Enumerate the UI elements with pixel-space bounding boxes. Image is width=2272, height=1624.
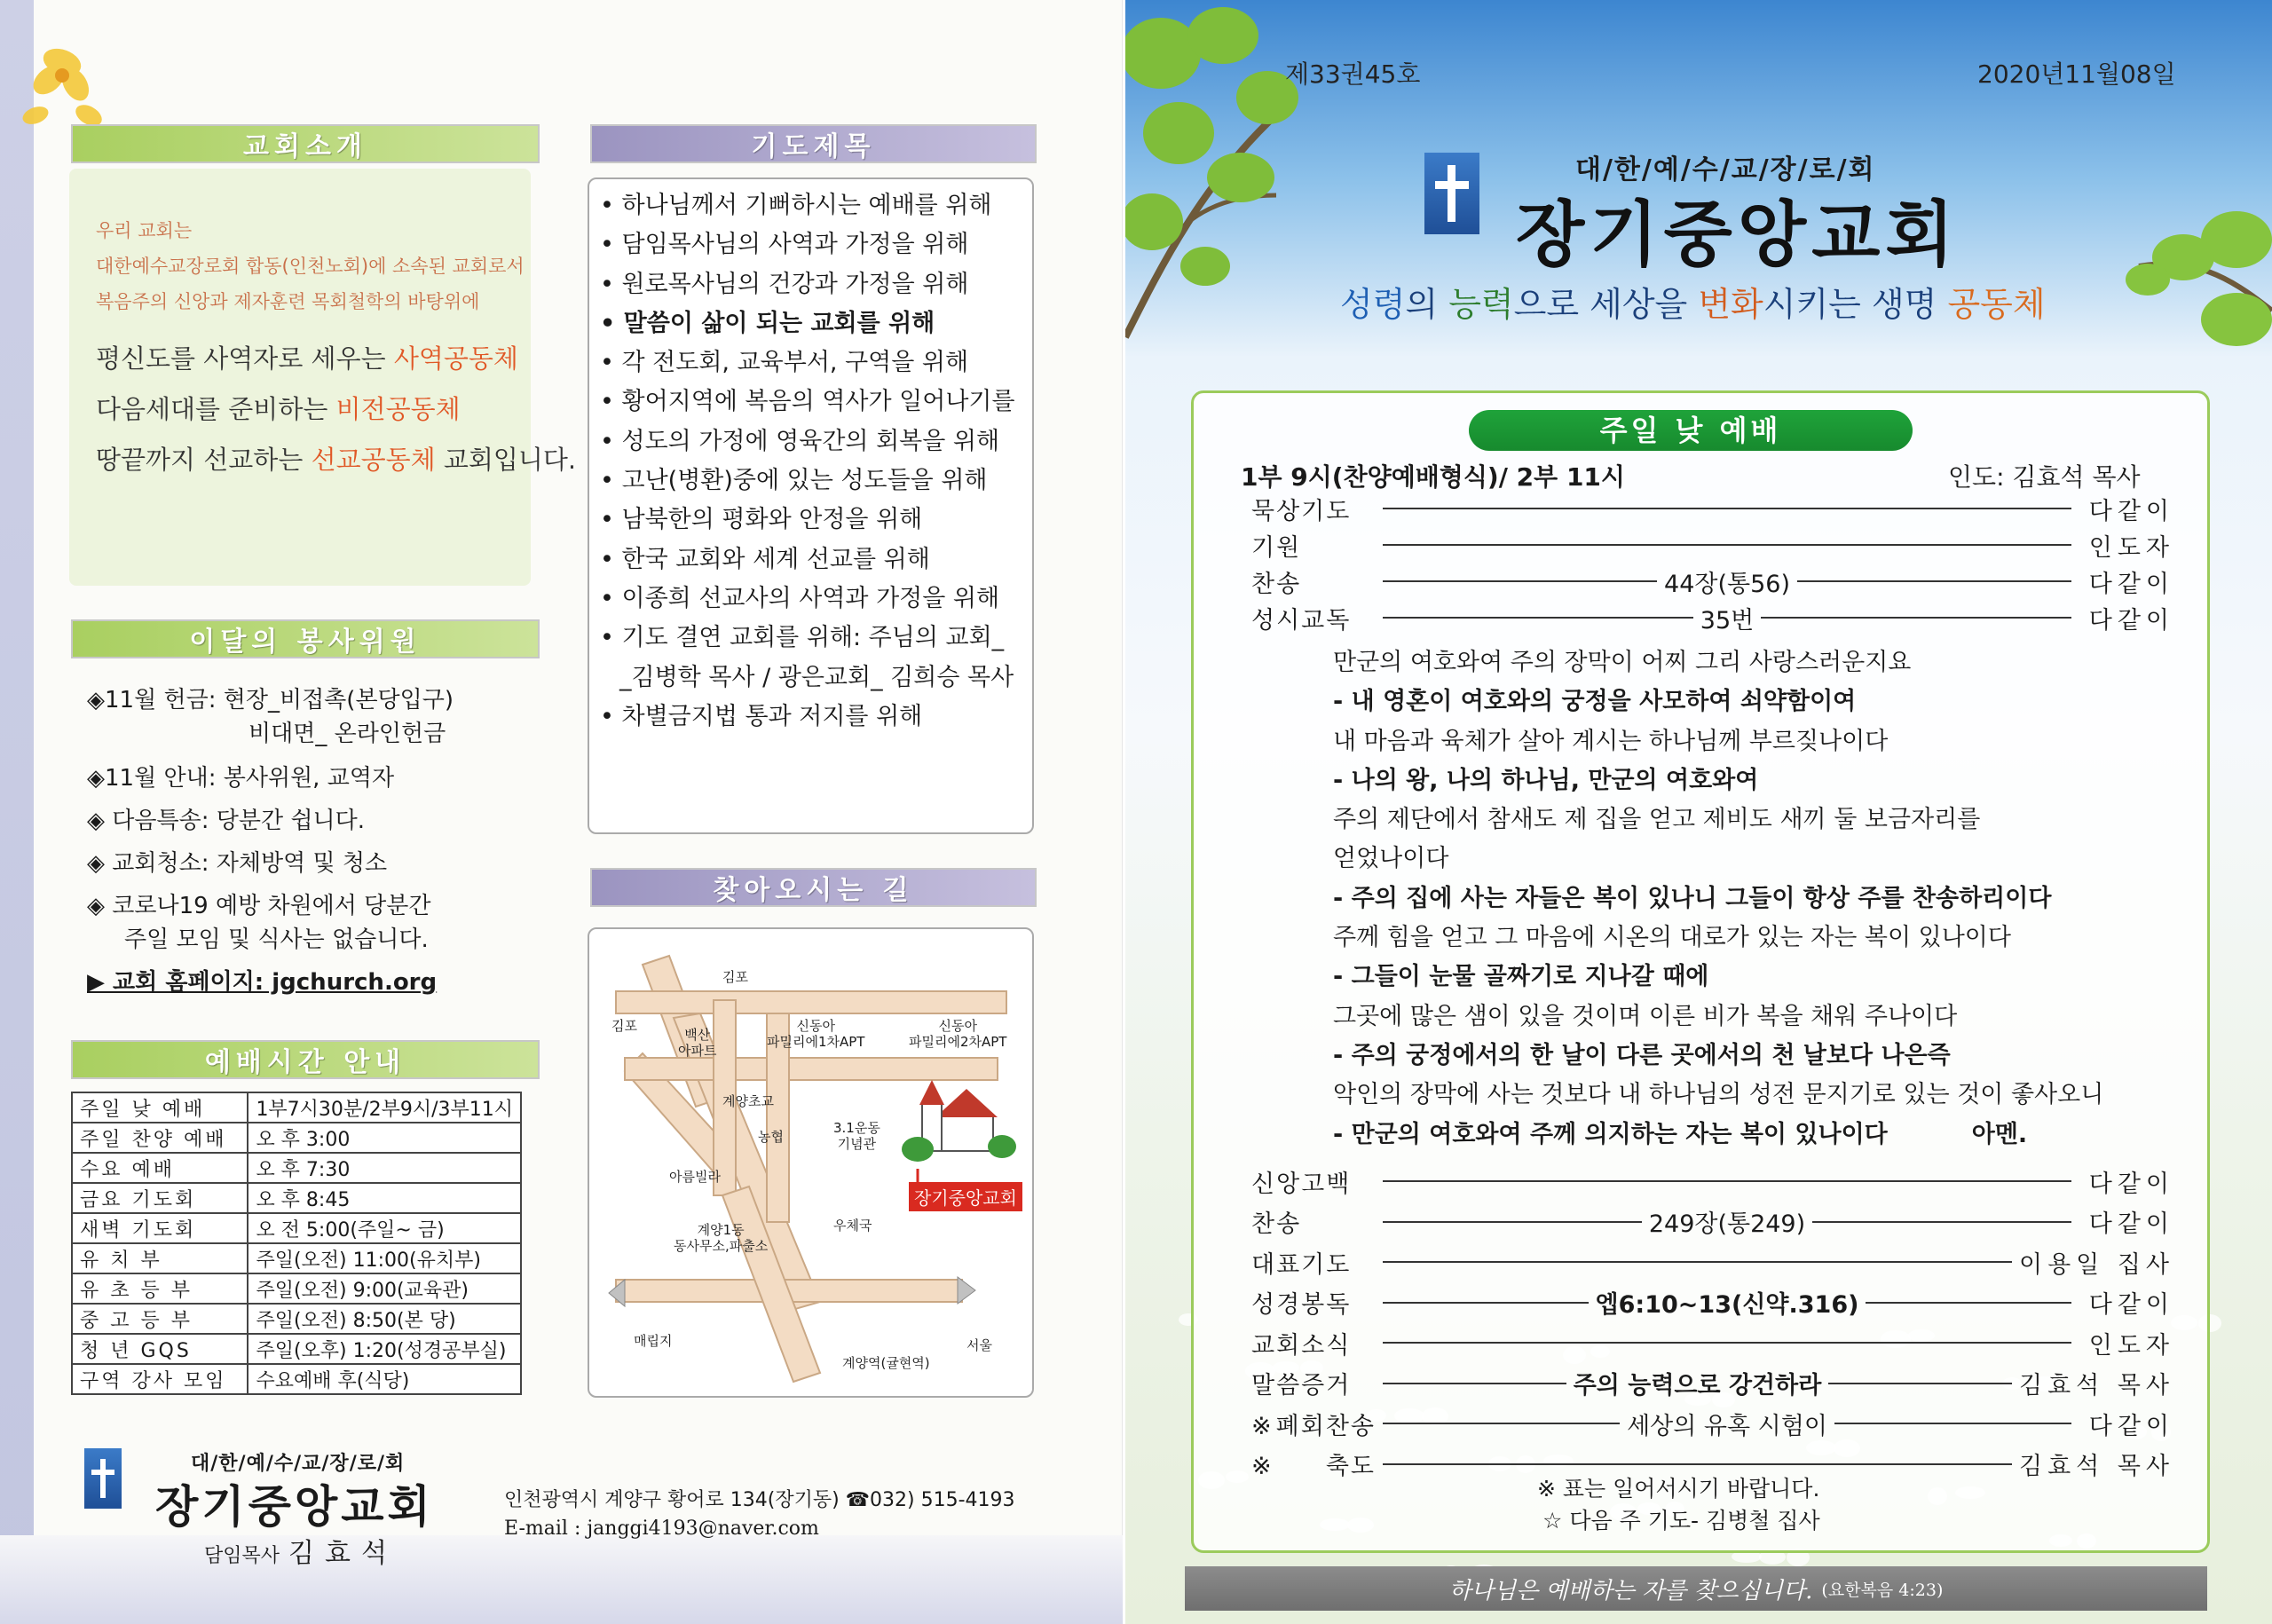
list-item: • 한국 교회와 세계 선교를 위해 — [600, 540, 1022, 579]
reading-line: - 만군의 여호와여 주께 의지하는 자는 복이 있나이다 아멘. — [1333, 1120, 2028, 1148]
church-name: 장기중앙교회 — [155, 1481, 434, 1533]
times-title: 예배시간 안내 — [71, 1040, 540, 1079]
order-person: 다같이 — [2088, 606, 2175, 635]
table-row — [72, 1273, 521, 1304]
responsive-reading — [1333, 643, 2176, 1155]
order-person: 다같이 — [2088, 1170, 2174, 1198]
list-item: 비대면_ 온라인헌금 — [248, 721, 446, 747]
map-label: 신동아 파밀리에1차APT — [767, 1018, 865, 1050]
table-cell-time: 오 후 8:45 — [248, 1183, 521, 1213]
list-item: • 고난(병환)중에 있는 성도들을 위해 — [600, 461, 1022, 501]
list-item: • 기도 결연 교회를 위해: 주님의 교회_ — [600, 619, 1022, 658]
table-row — [72, 1153, 521, 1183]
prayer-list — [588, 177, 1034, 834]
service-list — [87, 683, 548, 999]
table-cell-time: 1부7시30분/2부9시/3부11시 — [248, 1092, 521, 1123]
dash-line — [1383, 1221, 1642, 1223]
order-row — [1242, 564, 2174, 599]
table-cell-time: 주일(오전) 11:00(유치부) — [248, 1243, 521, 1273]
map-label: 계양1동 동사무소,파출소 — [674, 1222, 769, 1254]
intro-line: 평신도를 사역자로 세우는 사역공동체 — [96, 343, 518, 374]
email-line[interactable]: E-mail : janggi4193@naver.com — [504, 1518, 819, 1540]
reading-line: 그곳에 많은 샘이 있을 것이며 이른 비가 복을 채워 주나이다 — [1333, 1002, 1958, 1030]
order-label: 신앙고백 — [1251, 1170, 1352, 1198]
order-label: 대표기도 — [1251, 1250, 1352, 1279]
map-label: 아름빌라 — [669, 1169, 721, 1185]
order-label: 묵상기도 — [1251, 497, 1352, 525]
order-row — [1242, 1163, 2174, 1199]
order-person: 김효석 목사 — [2019, 1453, 2174, 1480]
denomination-label: 대/한/예/수/교/장/로/회 — [191, 1453, 406, 1475]
map-label: 신동아 파밀리에2차APT — [909, 1018, 1007, 1050]
dash-line — [1834, 1423, 2071, 1424]
table-cell-service: 중 고 등 부 — [72, 1304, 248, 1334]
table-cell-service: 유 초 등 부 — [72, 1273, 248, 1304]
dash-line — [1383, 1423, 1620, 1424]
table-cell-time: 주일(오전) 9:00(교육관) — [248, 1273, 521, 1304]
order-label: ※폐회찬송 — [1251, 1412, 1376, 1440]
list-item: ◈11월 헌금: 현장_비접촉(본당입구) — [87, 687, 454, 713]
church-address — [504, 1486, 1015, 1543]
table-row — [72, 1243, 521, 1273]
table-cell-service: 새벽 기도회 — [72, 1213, 248, 1243]
table-row — [72, 1304, 521, 1334]
dash-line — [1383, 544, 2071, 546]
table-cell-service: 수요 예배 — [72, 1153, 248, 1183]
intro-line: 땅끝까지 선교하는 선교공동체 교회입니다. — [96, 445, 577, 475]
list-item: • 각 전도회, 교육부서, 구역을 위해 — [600, 343, 1022, 382]
order-person: 다같이 — [2088, 1412, 2175, 1440]
reading-line: 주의 제단에서 참새도 제 집을 얻고 제비도 새끼 둘 보금자리를 — [1333, 806, 1981, 834]
order-label: 기원 — [1251, 533, 1302, 562]
map-church-label: 장기중앙교회 — [909, 1182, 1022, 1211]
table-cell-service: 금요 기도회 — [72, 1183, 248, 1213]
order-label: ※축도 — [1251, 1453, 1376, 1480]
order-person: 김효석 목사 — [2019, 1372, 2174, 1399]
order-detail: 44장(통56) — [1664, 570, 1790, 598]
order-row — [1242, 1406, 2174, 1441]
pastor-line: 담임목사 김효석 — [204, 1538, 398, 1569]
table-cell-service: 주일 찬양 예배 — [72, 1123, 248, 1153]
table-row — [72, 1183, 521, 1213]
table-cell-time: 오 후 3:00 — [248, 1123, 521, 1153]
standing-note: ※ 표는 일어서시기 바랍니다. — [1537, 1476, 1820, 1502]
amen-text: 아멘. — [1971, 1120, 2028, 1148]
worship-times-table — [71, 1092, 522, 1395]
bulletin-date: 2020년11월08일 — [1977, 59, 2176, 89]
cross-icon — [1424, 153, 1479, 234]
reading-line: 만군의 여호와여 주의 장막이 어찌 그리 사랑스러운지요 — [1333, 649, 1912, 676]
table-cell-service: 구역 강사 모임 — [72, 1364, 248, 1394]
order-label: 말씀증거 — [1251, 1372, 1352, 1399]
dash-line — [1828, 1383, 2012, 1384]
worship-title: 주일 낮 예배 — [1469, 410, 1913, 451]
homepage-link[interactable]: ▶ 교회 홈페이지: jgchurch.org — [87, 969, 438, 996]
tree-decoration — [2121, 133, 2272, 399]
order-row — [1242, 600, 2174, 635]
map-title: 찾아오시는 길 — [590, 868, 1037, 907]
table-cell-time: 수요예배 후(식당) — [248, 1364, 521, 1394]
decorative-bottom-bar — [0, 1535, 1123, 1624]
table-row — [72, 1334, 521, 1364]
intro-line: 다음세대를 준비하는 비전공동체 — [96, 394, 461, 424]
order-detail: 35번 — [1700, 606, 1755, 635]
order-person: 다같이 — [2088, 570, 2175, 598]
table-cell-time: 주일(오전) 8:50(본 당) — [248, 1304, 521, 1334]
table-cell-service: 청 년 GQS — [72, 1334, 248, 1364]
dash-line — [1383, 1342, 2071, 1344]
order-person: 다같이 — [2088, 497, 2174, 525]
map-label: 서울 — [966, 1337, 992, 1353]
list-item: • 원로목사님의 건강과 가정을 위해 — [600, 265, 1022, 304]
order-detail: 249장(통249) — [1648, 1210, 1806, 1238]
prayer-title: 기도제목 — [590, 124, 1037, 163]
order-row — [1242, 1204, 2174, 1240]
table-row — [72, 1364, 521, 1394]
order-row — [1242, 1325, 2174, 1360]
decorative-side-bar — [0, 0, 34, 1624]
reading-line: 악인의 장막에 사는 것보다 내 하나님의 성전 문지기로 있는 것이 좋사오니 — [1333, 1081, 2104, 1109]
table-row — [72, 1092, 521, 1123]
order-detail: 세상의 유혹 시험이 — [1627, 1412, 1827, 1440]
dash-line — [1383, 508, 2071, 509]
order-label: 성시교독 — [1251, 606, 1352, 635]
church-logo — [84, 1438, 493, 1544]
reading-line: 주께 힘을 얻고 그 마음에 시온의 대로가 있는 자는 복이 있나이다 — [1333, 924, 2011, 952]
intro-small-line: 우리 교회는 — [96, 220, 193, 241]
list-item: ◈ 다음특송: 당분간 쉽니다. — [87, 808, 365, 834]
map-label: 매립지 — [634, 1333, 673, 1349]
dash-line — [1383, 1302, 1589, 1304]
order-row — [1242, 1244, 2174, 1280]
reading-line: - 주의 집에 사는 자들은 복이 있나니 그들이 항상 주를 찬송하리이다 — [1333, 884, 2052, 912]
order-row — [1242, 527, 2174, 563]
order-detail: 엡6:10~13(신약.316) — [1595, 1291, 1859, 1319]
dash-line — [1383, 1463, 2012, 1465]
dash-line — [1383, 580, 1657, 582]
list-item: • 남북한의 평화와 안정을 위해 — [600, 501, 1022, 540]
table-cell-time: 오 전 5:00(주일~ 금) — [248, 1213, 521, 1243]
reading-line: - 그들이 눈물 골짜기로 지나갈 때에 — [1333, 963, 1709, 991]
reading-line: 내 마음과 육체가 살아 계시는 하나님께 부르짖나이다 — [1333, 727, 1889, 755]
map-label: 농협 — [758, 1129, 784, 1145]
order-label: 찬송 — [1251, 1210, 1302, 1238]
order-person: 다같이 — [2088, 1291, 2174, 1319]
dash-line — [1383, 1383, 1566, 1384]
order-detail: 주의 능력으로 강건하라 — [1573, 1372, 1822, 1399]
dash-line — [1866, 1302, 2071, 1304]
list-item: _김병학 목사 / 광은교회_ 김희승 목사 — [619, 663, 1014, 691]
denomination-label: 대/한/예/수/교/장/로/회 — [1575, 154, 1876, 185]
order-row — [1242, 1285, 2174, 1320]
reading-line: - 나의 왕, 나의 하나님, 만군의 여호와여 — [1333, 766, 1759, 794]
order-person: 인도자 — [2088, 1331, 2174, 1360]
reading-line: - 내 영혼이 여호와의 궁정을 사모하여 쇠약함이여 — [1333, 688, 1857, 716]
table-cell-time: 오 후 7:30 — [248, 1153, 521, 1183]
list-item: • 하나님께서 기뻐하시는 예배를 위해 — [600, 186, 1022, 225]
table-row — [72, 1123, 521, 1153]
map-roads — [589, 929, 1034, 1398]
next-prayer-note: ☆ 다음 주 기도- 김병철 집사 — [1542, 1508, 1820, 1533]
intro-small-line: 복음주의 신앙과 제자훈련 목회철학의 바탕위에 — [96, 291, 480, 312]
cross-icon — [84, 1448, 122, 1509]
list-item: • 담임목사님의 사역과 가정을 위해 — [600, 225, 1022, 264]
order-person: 이용일 집사 — [2019, 1250, 2174, 1279]
worship-time: 1부 9시(찬양예배형식)/ 2부 11시 — [1241, 462, 1625, 492]
directions-map — [588, 927, 1034, 1398]
map-label: 3.1운동 기념관 — [833, 1120, 880, 1152]
reading-line: 얻었나이다 — [1333, 845, 1449, 873]
list-item: 주일 모임 및 식사는 없습니다. — [124, 926, 429, 953]
map-label: 백산 아파트 — [678, 1027, 717, 1059]
order-label: 찬송 — [1251, 570, 1302, 598]
list-item: • 황어지역에 복음의 역사가 일어나기를 — [600, 382, 1022, 422]
map-label: 김포 — [722, 969, 748, 985]
reading-line: - 주의 궁정에서의 한 날이 다른 곳에서의 천 날보다 나은즉 — [1333, 1041, 1951, 1069]
order-label: 교회소식 — [1251, 1331, 1352, 1360]
order-label: 성경봉독 — [1251, 1291, 1352, 1319]
issue-number: 제33권45호 — [1285, 59, 1421, 89]
table-row — [72, 1213, 521, 1243]
list-item: ◈ 코로나19 예방 차원에서 당분간 — [87, 893, 431, 919]
worship-leader: 인도: 김효석 목사 — [1948, 462, 2141, 492]
map-label: 김포 — [611, 1018, 637, 1034]
list-item: • 차별금지법 통과 저지를 위해 — [600, 698, 1022, 737]
dash-line — [1797, 580, 2071, 582]
service-title: 이달의 봉사위원 — [71, 619, 540, 658]
map-label: 계양초교 — [722, 1093, 774, 1109]
list-item: • 성도의 가정에 영육간의 회복을 위해 — [600, 422, 1022, 461]
list-item: ◈11월 안내: 봉사위원, 교역자 — [87, 765, 395, 792]
order-row — [1242, 1366, 2174, 1401]
church-intro-box — [69, 169, 577, 586]
list-item: • 이종희 선교사의 사역과 가정을 위해 — [600, 579, 1022, 619]
dash-line — [1383, 617, 1693, 619]
map-label: 우체국 — [833, 1218, 872, 1234]
church-motto: 성령의 능력으로 세상을 변화시키는 생명 공동체 — [1340, 285, 2046, 324]
table-cell-service: 주일 낮 예배 — [72, 1092, 248, 1123]
footer-verse: 하나님은 예배하는 자를 찾으십니다. (요한복음 4:23) — [1185, 1566, 2207, 1611]
order-row — [1242, 491, 2174, 526]
table-cell-service: 유 치 부 — [72, 1243, 248, 1273]
list-item: ◈ 교회청소: 자체방역 및 청소 — [87, 850, 388, 877]
map-label: 계양역(귤현역) — [842, 1355, 930, 1371]
table-cell-time: 주일(오후) 1:20(성경공부실) — [248, 1334, 521, 1364]
dash-line — [1383, 1180, 2071, 1182]
list-item: • 말씀이 삶이 되는 교회를 위해 — [600, 304, 1022, 343]
church-name: 장기중앙교회 — [1516, 193, 1960, 276]
address-line: 인천광역시 계양구 황어로 134(장기동) ☎032) 515-4193 — [504, 1489, 1015, 1511]
order-person: 다같이 — [2088, 1210, 2174, 1238]
intro-title: 교회소개 — [71, 124, 540, 163]
intro-small-line: 대한예수교장로회 합동(인천노회)에 소속된 교회로서 — [96, 256, 525, 277]
dash-line — [1761, 617, 2071, 619]
dash-line — [1383, 1261, 2012, 1263]
order-person: 인도자 — [2088, 533, 2174, 562]
dash-line — [1812, 1221, 2071, 1223]
